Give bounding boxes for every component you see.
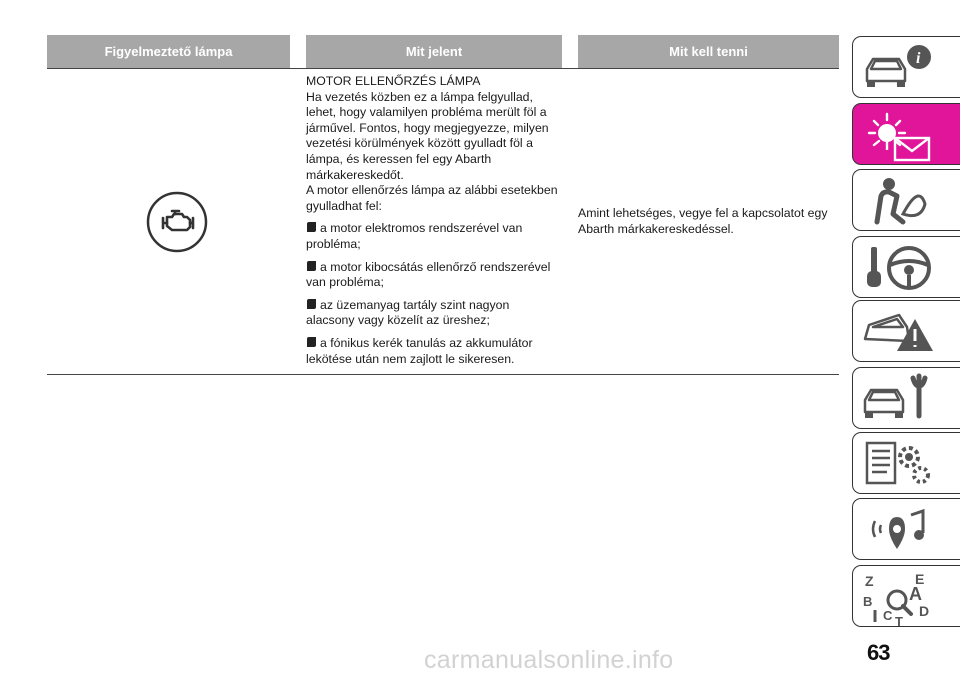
list-item-line: a motor elektromos rendszerével van [320, 221, 523, 236]
index-letter: E [915, 571, 925, 587]
tab-index[interactable] [852, 565, 960, 627]
tab-emergency[interactable] [852, 300, 960, 362]
bullet-icon [306, 298, 317, 310]
meaning-line: lámpa, és keressen fel egy Abarth [306, 151, 492, 166]
list-item [306, 221, 578, 252]
header-meaning: Mit jelent [306, 35, 562, 68]
action-line: Amint lehetséges, vegye fel a kapcsolatot egy [578, 205, 828, 220]
action-cell [578, 69, 839, 374]
car-emergency-icon [859, 305, 939, 361]
index-letter: Z [865, 573, 874, 589]
list-item-line: van probléma; [306, 275, 384, 290]
tab-car-info[interactable] [852, 36, 960, 98]
key-steering-wheel-icon [859, 241, 939, 295]
list-item [306, 260, 578, 291]
header-action: Mit kell tenni [578, 35, 839, 68]
meaning-line: gyulladhat fel: [306, 198, 382, 213]
meaning-line: Ha vezetés közben ez a lámpa felgyullad, [306, 89, 533, 104]
engine-check-icon [146, 191, 208, 253]
meaning-cell [306, 69, 578, 374]
index-letter: C [883, 608, 893, 623]
technical-data-icon [859, 437, 939, 493]
tab-multimedia[interactable] [852, 498, 960, 560]
meaning-line: vezetési körülmények között gyulladt föl a [306, 136, 533, 151]
bullet-icon [306, 336, 317, 348]
index-letter: B [863, 594, 873, 609]
meaning-line: járművel. Fontos, hogy megjegyezze, milyen [306, 120, 549, 135]
svg-text:i: i [916, 50, 921, 67]
multimedia-icon [859, 503, 939, 559]
page-number: 63 [867, 640, 890, 665]
warning-light-message-icon [859, 108, 939, 164]
list-item-line: lekötése után nem zajlott le sikeresen. [306, 351, 515, 366]
index-letter: D [919, 603, 930, 619]
bullet-icon [306, 260, 317, 272]
action-line: Abarth márkakereskedéssel. [578, 221, 734, 236]
meaning-line: A motor ellenőrzés lámpa az alábbi esetekben [306, 183, 558, 198]
seat-safety-icon [859, 174, 939, 228]
tab-safety[interactable] [852, 169, 960, 231]
table-row [47, 69, 839, 375]
tab-maintenance[interactable] [852, 367, 960, 429]
index-letter: T [895, 614, 903, 626]
car-info-icon [859, 41, 939, 95]
list-item-line: az üzemanyag tartály szint nagyon [320, 297, 510, 312]
list-item-line: probléma; [306, 236, 361, 251]
meaning-line: lehet, hogy valamilyen probléma merült föl a [306, 105, 547, 120]
list-item-line: a fónikus kerék tanulás az akkumulátor [320, 335, 533, 350]
car-maintenance-icon [859, 372, 939, 426]
list-item-line: a motor kibocsátás ellenőrző rendszerével [320, 259, 551, 274]
tab-starting-driving[interactable] [852, 236, 960, 298]
list-item [306, 336, 578, 367]
list-item-line: alacsony vagy közelít az üreshez; [306, 313, 490, 328]
list-item [306, 298, 578, 329]
header-warning-light: Figyelmeztető lámpa [47, 35, 290, 68]
warning-light-table [47, 35, 839, 375]
index-letter: A [909, 584, 922, 604]
watermark: carmanualsonline.info [424, 646, 674, 674]
warning-light-cell [47, 69, 306, 374]
meaning-line: márkakereskedőt. [306, 167, 404, 182]
meaning-line: MOTOR ELLENŐRZÉS LÁMPA [306, 74, 481, 88]
table-header [47, 35, 839, 68]
tab-technical-data[interactable] [852, 432, 960, 494]
tab-warning-lights[interactable] [852, 103, 960, 165]
bullet-icon [306, 221, 317, 233]
alphabetical-index-icon [859, 570, 939, 626]
